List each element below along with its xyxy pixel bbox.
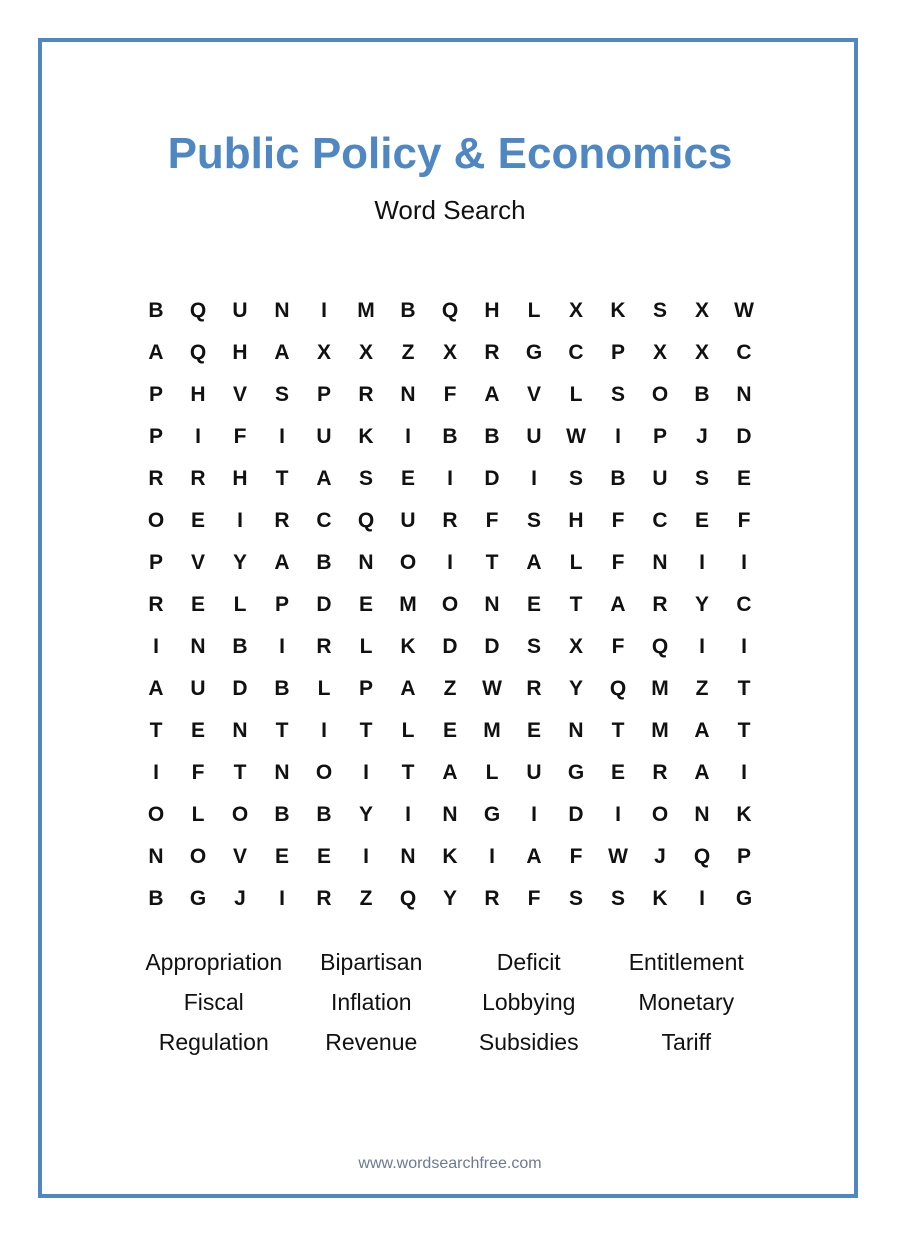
word-list-item: Appropriation [145,949,283,975]
grid-cell: S [610,383,625,406]
grid-cell: A [274,551,290,574]
grid-cell: F [737,509,751,532]
word-list-item: Fiscal [183,989,244,1015]
grid-cell: K [358,425,374,448]
grid-cell: Z [359,887,373,910]
grid-cell: I [363,845,369,868]
grid-cell: U [526,425,542,448]
grid-cell: V [526,383,541,406]
word-list-item: Regulation [158,1029,269,1055]
grid-cell: Z [443,677,457,700]
grid-cell: M [651,719,669,742]
grid-cell: O [189,845,207,868]
grid-cell: U [652,467,668,490]
grid-cell: B [232,635,248,658]
grid-cell: R [274,509,290,532]
grid-cell: S [568,887,583,910]
grid-cell: N [148,845,164,868]
grid-cell: M [399,593,417,616]
grid-cell: I [321,719,327,742]
grid-cell: M [651,677,669,700]
grid-cell: N [274,761,290,784]
letter-grid [135,290,765,920]
grid-cell: R [442,509,458,532]
grid-cell: A [694,761,710,784]
grid-cell: A [484,383,500,406]
grid-cell: Y [568,677,583,700]
grid-cell: X [358,341,373,364]
grid-cell: X [694,341,709,364]
grid-cell: O [315,761,333,784]
grid-cell: E [274,845,289,868]
grid-cell: N [274,299,290,322]
grid-cell: N [568,719,584,742]
grid-cell: I [531,803,537,826]
grid-cell: Y [358,803,373,826]
grid-cell: M [483,719,501,742]
grid-cell: D [736,425,752,448]
grid-cell: Q [189,299,207,322]
grid-cell: A [526,551,542,574]
grid-cell: S [358,467,373,490]
grid-cell: N [400,845,416,868]
grid-cell: T [569,593,583,616]
grid-cell: S [610,887,625,910]
grid-cell: B [316,551,332,574]
word-list-item: Monetary [638,989,735,1015]
grid-cell: F [443,383,457,406]
grid-cell: I [237,509,243,532]
grid-cell: P [148,383,163,406]
grid-cell: R [148,467,164,490]
grid-cell: U [526,761,542,784]
grid-cell: L [191,803,205,826]
grid-cell: A [610,593,626,616]
grid-cell: I [741,635,747,658]
grid-cell: L [317,677,331,700]
grid-cell: L [401,719,415,742]
footer-url: www.wordsearchfree.com [358,1155,542,1172]
grid-cell: O [651,803,669,826]
grid-cell: R [190,467,206,490]
grid-cell: O [441,593,459,616]
grid-cell: I [699,887,705,910]
grid-cell: C [568,341,584,364]
grid-cell: U [190,677,206,700]
grid-cell: F [527,887,541,910]
grid-cell: P [358,677,373,700]
grid-cell: I [279,887,285,910]
grid-cell: Q [189,341,207,364]
grid-cell: X [652,341,667,364]
grid-cell: W [734,299,754,322]
grid-cell: T [275,467,289,490]
grid-cell: H [190,383,206,406]
grid-cell: V [232,383,247,406]
grid-cell: O [651,383,669,406]
grid-cell: E [358,593,373,616]
grid-cell: A [400,677,416,700]
grid-cell: X [694,299,709,322]
grid-cell: L [569,383,583,406]
grid-cell: R [652,593,668,616]
grid-cell: H [232,467,248,490]
grid-cell: R [526,677,542,700]
grid-cell: N [736,383,752,406]
grid-cell: B [610,467,626,490]
grid-cell: N [358,551,374,574]
grid-cell: R [148,593,164,616]
grid-cell: P [148,551,163,574]
grid-cell: R [484,887,500,910]
grid-cell: G [735,887,753,910]
grid-cell: T [149,719,163,742]
grid-cell: L [359,635,373,658]
grid-cell: E [610,761,625,784]
grid-cell: E [526,719,541,742]
grid-cell: H [484,299,500,322]
grid-cell: D [484,635,500,658]
grid-cell: Q [357,509,375,532]
grid-cell: R [316,635,332,658]
grid-cell: I [321,299,327,322]
grid-cell: L [485,761,499,784]
grid-cell: Q [609,677,627,700]
grid-cell: I [153,761,159,784]
grid-cell: F [569,845,583,868]
grid-cell: U [316,425,332,448]
grid-cell: I [363,761,369,784]
grid-cell: I [699,551,705,574]
grid-cell: T [275,719,289,742]
grid-cell: P [610,341,625,364]
word-list-item: Tariff [661,1029,711,1055]
grid-cell: R [316,887,332,910]
grid-cell: J [696,425,708,448]
grid-cell: C [652,509,668,532]
word-list-item: Deficit [496,949,561,975]
grid-cell: K [442,845,458,868]
grid-cell: S [568,467,583,490]
grid-cell: Q [651,635,669,658]
grid-cell: G [189,887,207,910]
word-list-item: Entitlement [628,949,744,975]
grid-cell: F [611,635,625,658]
grid-cell: I [531,467,537,490]
grid-cell: R [358,383,374,406]
grid-cell: W [608,845,628,868]
grid-cell: Q [399,887,417,910]
grid-cell: E [442,719,457,742]
grid-cell: F [191,761,205,784]
grid-cell: F [611,509,625,532]
puzzle-title: Public Policy & Economics [167,129,733,178]
grid-cell: I [741,551,747,574]
grid-cell: I [153,635,159,658]
grid-cell: H [232,341,248,364]
grid-cell: B [148,887,164,910]
word-list-item: Inflation [330,989,412,1015]
grid-cell: Y [694,593,709,616]
grid-cell: B [274,803,290,826]
grid-cell: G [567,761,585,784]
grid-cell: A [316,467,332,490]
grid-cell: T [611,719,625,742]
grid-cell: X [568,299,583,322]
grid-cell: T [401,761,415,784]
grid-cell: V [190,551,205,574]
grid-cell: R [484,341,500,364]
grid-cell: N [484,593,500,616]
grid-cell: N [400,383,416,406]
grid-cell: D [568,803,584,826]
grid-cell: T [737,677,751,700]
grid-cell: P [274,593,289,616]
grid-cell: J [234,887,246,910]
grid-cell: C [316,509,332,532]
grid-cell: I [489,845,495,868]
grid-cell: L [569,551,583,574]
grid-cell: S [526,509,541,532]
grid-cell: U [232,299,248,322]
grid-cell: O [231,803,249,826]
grid-cell: B [274,677,290,700]
grid-cell: X [442,341,457,364]
grid-cell: Q [693,845,711,868]
grid-cell: C [736,593,752,616]
grid-cell: I [741,761,747,784]
grid-cell: K [652,887,668,910]
grid-cell: O [147,803,165,826]
grid-cell: D [316,593,332,616]
grid-cell: I [447,551,453,574]
grid-cell: X [568,635,583,658]
grid-cell: F [485,509,499,532]
grid-cell: I [405,425,411,448]
grid-cell: F [611,551,625,574]
grid-cell: M [357,299,375,322]
grid-cell: I [699,635,705,658]
grid-cell: N [232,719,248,742]
grid-cell: A [274,341,290,364]
grid-cell: D [232,677,248,700]
grid-cell: W [482,677,502,700]
grid-cell: Z [401,341,415,364]
grid-cell: I [279,635,285,658]
grid-cell: N [694,803,710,826]
grid-cell: B [148,299,164,322]
grid-cell: P [736,845,751,868]
grid-cell: L [527,299,541,322]
grid-cell: U [400,509,416,532]
grid-cell: S [526,635,541,658]
grid-cell: E [400,467,415,490]
grid-cell: I [615,803,621,826]
grid-cell: B [316,803,332,826]
grid-cell: A [148,677,164,700]
grid-cell: O [147,509,165,532]
grid-cell: Z [695,677,709,700]
word-list [135,942,765,1062]
word-list-item: Lobbying [482,989,576,1015]
grid-cell: E [190,593,205,616]
grid-cell: E [736,467,751,490]
grid-cell: P [652,425,667,448]
grid-cell: F [233,425,247,448]
grid-cell: J [654,845,666,868]
grid-cell: A [148,341,164,364]
grid-cell: T [485,551,499,574]
grid-cell: B [400,299,416,322]
grid-cell: K [610,299,626,322]
word-list-item: Subsidies [478,1029,579,1055]
word-list-item: Bipartisan [320,949,423,975]
grid-cell: I [447,467,453,490]
grid-cell: Y [442,887,457,910]
grid-cell: H [568,509,584,532]
grid-cell: N [190,635,206,658]
grid-cell: G [525,341,543,364]
word-list-item: Revenue [325,1029,418,1055]
grid-cell: T [359,719,373,742]
grid-cell: Y [232,551,247,574]
grid-cell: E [190,719,205,742]
grid-cell: L [233,593,247,616]
grid-cell: S [274,383,289,406]
grid-cell: K [736,803,752,826]
grid-cell: D [484,467,500,490]
grid-cell: V [232,845,247,868]
grid-cell: D [442,635,458,658]
grid-cell: W [566,425,586,448]
grid-cell: Q [441,299,459,322]
grid-cell: B [694,383,710,406]
grid-cell: N [442,803,458,826]
grid-cell: I [615,425,621,448]
grid-cell: N [652,551,668,574]
grid-cell: R [652,761,668,784]
puzzle-subtitle: Word Search [374,195,526,225]
grid-cell: T [233,761,247,784]
grid-cell: I [195,425,201,448]
grid-cell: B [442,425,458,448]
grid-cell: A [442,761,458,784]
grid-cell: E [316,845,331,868]
grid-cell: A [526,845,542,868]
grid-cell: I [279,425,285,448]
grid-cell: K [400,635,416,658]
grid-cell: B [484,425,500,448]
grid-cell: S [652,299,667,322]
grid-cell: P [148,425,163,448]
grid-cell: O [399,551,417,574]
grid-cell: E [694,509,709,532]
grid-cell: P [316,383,331,406]
grid-cell: E [190,509,205,532]
grid-cell: C [736,341,752,364]
grid-cell: E [526,593,541,616]
grid-cell: G [483,803,501,826]
grid-cell: T [737,719,751,742]
grid-cell: A [694,719,710,742]
grid-cell: X [316,341,331,364]
grid-cell: I [405,803,411,826]
grid-cell: S [694,467,709,490]
